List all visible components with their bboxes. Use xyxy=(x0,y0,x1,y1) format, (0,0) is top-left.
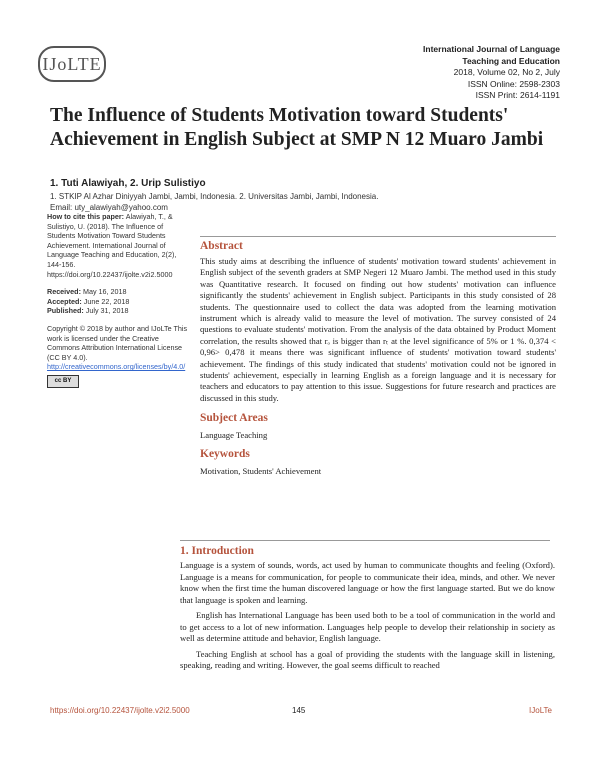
subject-areas-text: Language Teaching xyxy=(200,430,268,441)
journal-volume: 2018, Volume 02, No 2, July xyxy=(453,67,560,77)
intro-paragraph-1: Language is a system of sounds, words, act used by human to communicate thoughts and feeling (Oxford). Language is a means for communication, for people to communicate their idea, minds, and other. We never know when the first time the human discovered language or how the first language started. But we do know that language is spoken and learning. xyxy=(180,560,555,605)
license-link[interactable]: http://creativecommons.org/licenses/by/4.0/ xyxy=(47,362,186,372)
journal-logo: IJoLTE xyxy=(38,46,106,82)
abstract-text: This study aims at describing the influence of students' motivation toward students' achievement in English subject of the seventh graders at SMP Negeri 12 Muaro Jambi. The method used in this study was Quantitative research. It focused on finding out how students' motivation can influence significantly the students' achievement in English subject. Participants in this study consisted of 28 students. The questionnaire used to collect the data was adopted from the learning motivation instrument which is already valid to measure the level of motivation. The survey consisted of 24 questions to evaluate students' motivation. From the analysis of the data obtained by Product Moment correlation, the results showed that rₒ is bigger than rₜ at the level significance of 5% or 1 %. 0,374 < 0,96> 0,478 it means there was significant influence of students' motivation toward students' achievement. The findings of this study indicated that students' motivation could not be ignored in students' achievement, especially in learning English as a foreign language and it is necessary for teachers and educators to pay attention to this issue. Suggestions for future research and practices are discussed in this study. xyxy=(200,256,556,403)
issn-online: ISSN Online: 2598-2303 xyxy=(467,78,560,89)
received-label: Received: xyxy=(47,287,81,297)
keywords-heading: Keywords xyxy=(200,448,250,461)
introduction-body xyxy=(180,560,555,676)
accepted-date: June 22, 2018 xyxy=(83,296,130,306)
abstract-heading: Abstract xyxy=(200,236,556,252)
footer-doi-link[interactable]: https://doi.org/10.22437/ijolte.v2i2.5000 xyxy=(50,706,190,715)
author-email[interactable]: Email: uty_alawiyah@yahoo.com xyxy=(50,203,168,212)
journal-name-line1: International Journal of Language xyxy=(423,44,560,54)
intro-paragraph-2: English has International Language has been used both to be a tool of communication in the world and to get access to a lot of new information. Languages help people to develop their relationship in society as well as determine attitude and behavior, English language. xyxy=(180,610,555,643)
intro-paragraph-3: Teaching English at school has a goal of providing the students with the language skill in listening, speaking, reading and writing. However, the goal seems difficult to reached xyxy=(180,648,555,670)
citation-text: Alawiyah, T., & Sulistiyo, U. (2018). The Influence of Students Motivation Toward Students Achievement. International Journal of Language Teaching and Education, 2(2), 144-156. https://doi.org/10.22437/ijolte.v2i2.5000 xyxy=(47,212,177,279)
issn-print: ISSN Print: 2614-1191 xyxy=(475,90,560,100)
journal-info xyxy=(423,44,560,102)
article-info-sidebar xyxy=(47,212,190,388)
affiliation: 1. STKIP Al Azhar Diniyyah Jambi, Jambi, Indonesia. 2. Universitas Jambi, Jambi, Indonesia. xyxy=(50,192,379,201)
received-date: May 16, 2018 xyxy=(82,287,127,297)
authors: 1. Tuti Alawiyah, 2. Urip Sulistiyo xyxy=(50,178,206,189)
keywords-text: Motivation, Students' Achievement xyxy=(200,466,322,477)
citation xyxy=(47,212,190,279)
subject-areas-heading: Subject Areas xyxy=(200,412,268,425)
copyright: Copyright © 2018 by author and IJoLTe This work is licensed under the Creative Commons Attribution International License (CC BY 4.0). xyxy=(47,323,188,362)
cc-by-badge-icon[interactable]: cc BY xyxy=(47,375,79,388)
accepted-label: Accepted: xyxy=(47,296,82,306)
citation-label: How to cite this paper: xyxy=(47,212,125,221)
dates xyxy=(47,287,190,316)
journal-name-line2: Teaching and Education xyxy=(462,55,560,66)
page-number: 145 xyxy=(292,706,306,715)
abstract-section xyxy=(200,236,556,476)
introduction-heading: 1. Introduction xyxy=(180,540,550,557)
published-date: July 31, 2018 xyxy=(85,306,129,316)
published-label: Published: xyxy=(47,306,84,316)
footer-journal: IJoLTe xyxy=(529,706,552,715)
paper-title: The Influence of Students Motivation toward Students' Achievement in English Subject at SMP N 12 Muaro Jambi xyxy=(50,105,544,150)
